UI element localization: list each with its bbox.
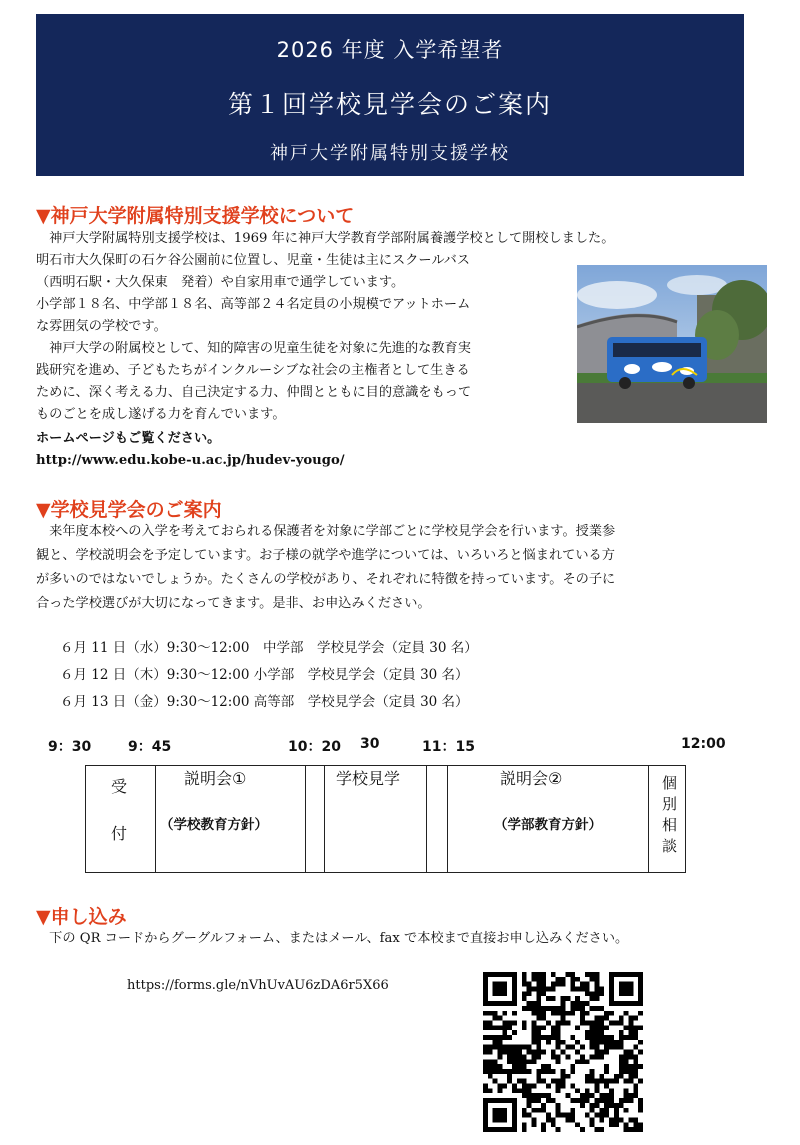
qr-code[interactable] — [483, 972, 643, 1132]
about-line-3: （西明石駅・大久保東 発着）や自家用車で通学しています。 — [36, 275, 405, 290]
time-1200: 12:00 — [681, 736, 726, 752]
schedule-row-elem: ６月 12 日（木）9:30〜12:00 小学部 学校見学会（定員 30 名） — [60, 667, 469, 683]
about-line-2: 明石市大久保町の石ケ谷公園前に位置し、児童・生徒は主にスクールバス — [36, 253, 470, 268]
consult-char-1: 個 — [662, 774, 678, 792]
about-line-9: ものごとを成し遂げる力を育んでいます。 — [36, 407, 286, 422]
visit-line-4: 合った学校選びが大切になってきます。是非、お申込みください。 — [36, 596, 431, 611]
session2-subtitle: （学部教育方針） — [494, 817, 602, 833]
time-0945: 9：45 — [128, 739, 172, 755]
divider — [324, 766, 325, 872]
tour-label: 学校見学 — [336, 769, 401, 788]
homepage-label: ホームページもご覧ください。 — [36, 431, 221, 446]
form-url[interactable]: https://forms.gle/nVhUvAU6zDA6r5X66 — [127, 978, 389, 993]
session1-subtitle: （学校教育方針） — [160, 817, 268, 833]
divider — [447, 766, 448, 872]
about-line-8: ために、深く考える力、自己決定する力、仲間とともに目的意識をもって — [36, 385, 472, 400]
about-heading: ▼神戸大学附属特別支援学校について — [36, 205, 355, 227]
timeline-table — [85, 765, 686, 873]
banner-line-3: 神戸大学附属特別支援学校 — [270, 143, 510, 164]
divider — [155, 766, 156, 872]
visit-line-3: が多いのではないでしょうか。たくさんの学校があり、それぞれに特徴を持っています。その子に — [36, 572, 616, 587]
school-bus-photo — [577, 265, 767, 423]
reception-char-1: 受 — [111, 777, 128, 796]
about-line-7: 践研究を進め、子どもたちがインクルーシブな社会の主権者として生きる — [36, 363, 470, 378]
time-1115: 11：15 — [422, 739, 475, 755]
consult-char-4: 談 — [662, 837, 678, 855]
about-line-1: 神戸大学附属特別支援学校は、1969 年に神戸大学教育学部附属養護学校として開校しました。 — [36, 231, 615, 246]
divider — [648, 766, 649, 872]
divider — [305, 766, 306, 872]
time-0930: 9：30 — [48, 739, 92, 755]
session2-title: 説明会② — [500, 769, 563, 788]
session1-title: 説明会① — [184, 769, 247, 788]
visit-line-1: 来年度本校への入学を考えておられる保護者を対象に学部ごとに学校見学会を行います。授業参 — [36, 524, 616, 539]
about-line-5: な雰囲気の学校です。 — [36, 319, 167, 334]
schedule-row-jhs: ６月 11 日（水）9:30〜12:00 中学部 学校見学会（定員 30 名） — [60, 640, 478, 656]
banner-line-1: 2026 年度 入学希望者 — [276, 38, 504, 62]
visit-line-2: 観と、学校説明会を予定しています。お子様の就学や進学については、いろいろと悩まれている方 — [36, 548, 615, 563]
consult-char-3: 相 — [662, 816, 678, 834]
schedule-row-hs: ６月 13 日（金）9:30〜12:00 高等部 学校見学会（定員 30 名） — [60, 694, 469, 710]
apply-text: 下の QR コードからグーグルフォーム、またはメール、fax で本校まで直接お申し込みください。 — [36, 931, 629, 946]
reception-char-2: 付 — [111, 824, 128, 843]
consult-char-2: 別 — [662, 795, 678, 813]
time-1030: 30 — [360, 736, 380, 752]
homepage-link[interactable]: http://www.edu.kobe-u.ac.jp/hudev-yougo/ — [36, 453, 345, 468]
about-line-6: 神戸大学の附属校として、知的障害の児童生徒を対象に先進的な教育実 — [36, 341, 471, 356]
apply-heading: ▼申し込み — [36, 906, 127, 928]
banner-line-2: 第１回学校見学会のご案内 — [227, 90, 552, 119]
about-line-4: 小学部１８名、中学部１８名、高等部２４名定員の小規模でアットホーム — [36, 297, 471, 312]
title-banner — [36, 14, 744, 176]
visit-heading: ▼学校見学会のご案内 — [36, 499, 222, 521]
time-1020: 10：20 — [288, 739, 341, 755]
divider — [426, 766, 427, 872]
